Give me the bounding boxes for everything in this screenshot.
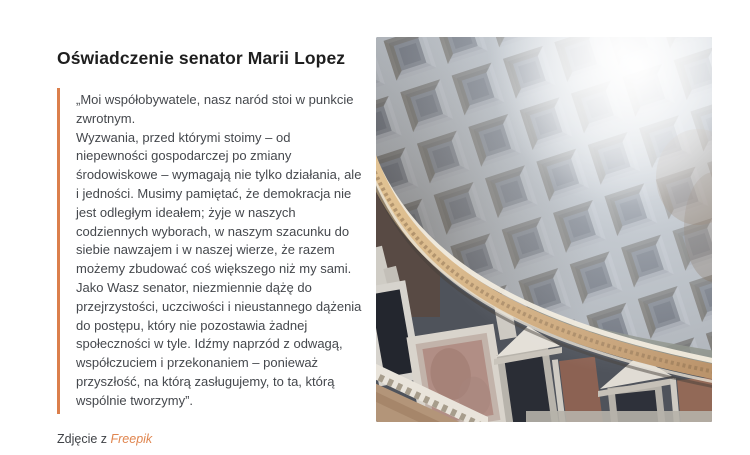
pantheon-dome-photo <box>376 37 712 422</box>
quote-block <box>57 88 363 414</box>
photo-caption-text: Zdjęcie z <box>57 431 111 446</box>
pantheon-dome-illustration <box>376 37 712 422</box>
photo-caption <box>57 431 363 448</box>
oculus-light <box>376 37 712 422</box>
quote-paragraph: „Moi współobywatele, nasz naród stoi w punkcie zwrotnym. <box>76 92 354 126</box>
statement-section <box>57 47 363 448</box>
page-title: Oświadczenie senator Marii Lopez <box>57 48 346 68</box>
freepik-link[interactable]: Freepik <box>110 431 153 446</box>
quote-paragraph: Wyzwania, przed którymi stoimy – od niepewności gospodarczej po zmiany środowiskowe – wymagają nie tylko działania, ale i jedności. Musimy pamiętać, że demokracja nie jest odległym ideałem; żyje w naszych codziennych wyborach, w naszym szacunku do siebie nawzajem i w naszej wierze, że razem możemy zbudować coś większego niż my sami. Jako Wasz senator, niezmiennie dążę do przejrzystości, uczciwości i nieustannego dążenia do postępu, który nie pozostawia żadnej społeczności w tyle. Idźmy naprzód z odwagą, współczuciem i przekonaniem – ponieważ przyszłość, na którą zasługujemy, to ta, którą wspólnie tworzymy”. <box>76 129 362 408</box>
